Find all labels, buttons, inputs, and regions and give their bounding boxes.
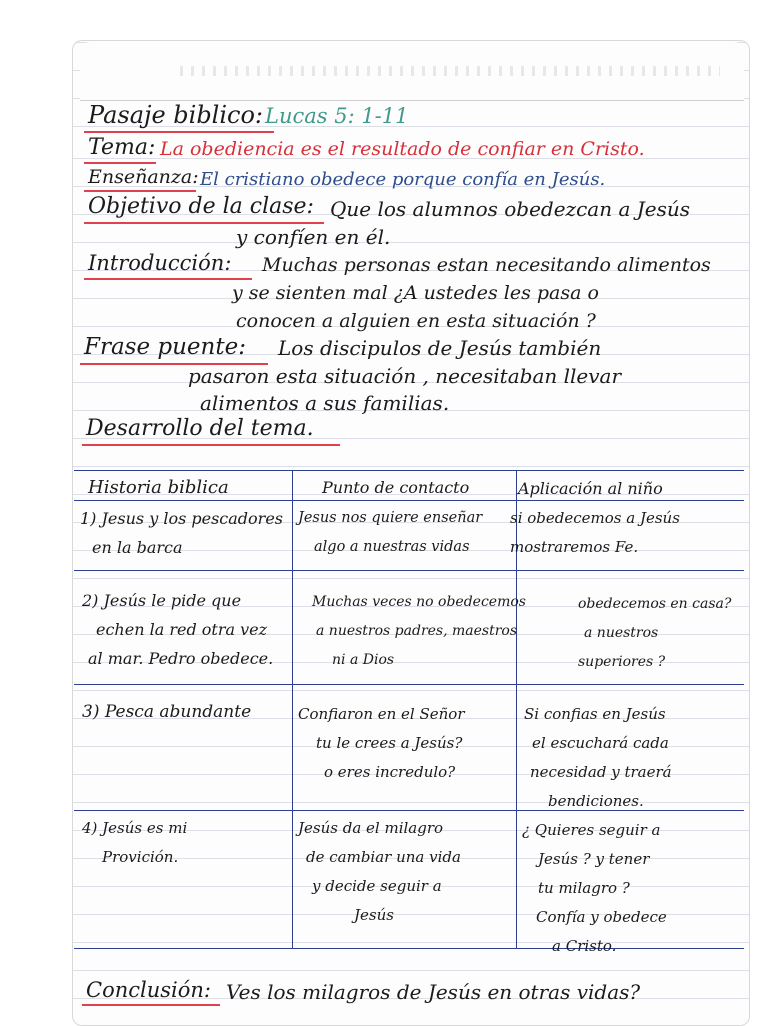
cell-line: 1) Jesus y los pescadores: [80, 509, 283, 528]
cell-line: ¿ Quieres seguir a: [522, 821, 661, 839]
cell-line: tu le crees a Jesús?: [316, 734, 463, 752]
objetivo-underline: [84, 222, 324, 224]
table-cell-historia: [82, 698, 251, 727]
table-cell-aplicacion: [524, 700, 672, 816]
cell-line: Jesús ? y tener: [538, 850, 650, 868]
cell-line: obedecemos en casa?: [578, 596, 732, 612]
intro-underline: [84, 278, 252, 280]
table-top-border: [74, 470, 744, 471]
table-cell-historia: [82, 586, 273, 673]
cell-line: el escuchará cada: [532, 734, 669, 752]
pasaje-value: Lucas 5: 1-11: [265, 104, 409, 128]
ensenanza-underline: [84, 190, 196, 192]
table-header-historia: Historia biblica: [88, 477, 229, 498]
cell-line: Jesus nos quiere enseñar: [298, 510, 483, 526]
table-cell-contacto: [298, 700, 465, 787]
table-header-contacto: Punto de contacto: [322, 478, 470, 497]
tema-label: Tema:: [88, 135, 156, 160]
table-cell-aplicacion: [522, 816, 667, 961]
conclusion-label: Conclusión:: [86, 978, 211, 1002]
desarrollo-underline: [82, 444, 340, 446]
table-header-aplicacion: Aplicación al niño: [518, 479, 663, 498]
table-cell-contacto: [312, 588, 526, 675]
cell-line: Confía y obedece: [536, 908, 667, 926]
cell-line: bendiciones.: [548, 792, 644, 810]
cell-line: mostraremos Fe.: [510, 538, 639, 556]
table-cell-contacto: [298, 504, 482, 562]
cell-line: algo a nuestras vidas: [314, 539, 470, 555]
cell-line: Confiaron en el Señor: [298, 705, 465, 723]
intro-line2: y se sienten mal ¿A ustedes les pasa o: [232, 282, 599, 304]
cell-line: al mar. Pedro obedece.: [88, 649, 274, 668]
table-row-border: [74, 684, 744, 685]
table-cell-aplicacion: [578, 590, 731, 677]
desarrollo-heading: Desarrollo del tema.: [86, 416, 314, 441]
cell-line: Jesús da el milagro: [298, 819, 444, 837]
cell-line: de cambiar una vida: [306, 848, 461, 866]
conclusion-value: Ves los milagros de Jesús en otras vidas?: [226, 980, 641, 1004]
cell-line: echen la red otra vez: [96, 620, 268, 639]
conclusion-underline: [82, 1004, 220, 1006]
cell-line: 2) Jesús le pide que: [82, 591, 242, 610]
cell-line: tu milagro ?: [538, 879, 630, 897]
frase-label: Frase puente:: [84, 334, 246, 360]
cell-line: superiores ?: [578, 654, 666, 670]
intro-label: Introducción:: [88, 251, 232, 275]
cell-line: Muchas veces no obedecemos: [312, 594, 526, 610]
objetivo-label: Objetivo de la clase:: [88, 194, 314, 219]
table-cell-historia: [80, 504, 283, 562]
intro-line1: Muchas personas estan necesitando alimentos: [262, 254, 711, 276]
cell-line: a nuestros padres, maestros: [316, 623, 518, 639]
cell-line: Provición.: [102, 848, 179, 866]
table-cell-contacto: [298, 814, 461, 930]
tema-underline: [84, 162, 156, 164]
objetivo-line2: y confíen en él.: [236, 225, 391, 249]
cell-line: Jesús: [354, 906, 394, 924]
frase-line1: Los discipulos de Jesús también: [278, 336, 602, 360]
cell-line: en la barca: [92, 538, 183, 557]
cell-line: 3) Pesca abundante: [82, 702, 252, 722]
cell-line: necesidad y traerá: [530, 763, 672, 781]
cell-line: Si confias en Jesús: [524, 705, 666, 723]
cell-line: ni a Dios: [332, 652, 395, 668]
intro-line3: conocen a alguien en esta situación ?: [236, 310, 596, 332]
table-cell-aplicacion: [510, 504, 680, 562]
cell-line: a nuestros: [584, 625, 659, 641]
table-column-divider: [292, 470, 293, 948]
frase-line3: alimentos a sus familias.: [200, 391, 450, 415]
ensenanza-value: El cristiano obedece porque confía en Jesús.: [200, 169, 606, 190]
cell-line: a Cristo.: [552, 937, 617, 955]
cell-line: o eres incredulo?: [324, 763, 456, 781]
cell-line: si obedecemos a Jesús: [510, 509, 680, 527]
pasaje-label: Pasaje biblico:: [88, 101, 264, 129]
table-row-border: [74, 570, 744, 571]
tema-value: La obediencia es el resultado de confiar en Cristo.: [160, 138, 645, 160]
table-cell-historia: [82, 814, 187, 872]
ensenanza-label: Enseñanza:: [88, 166, 199, 188]
objetivo-line1: Que los alumnos obedezcan a Jesús: [330, 197, 690, 221]
frase-line2: pasaron esta situación , necesitaban llevar: [188, 364, 622, 388]
cell-line: y decide seguir a: [312, 877, 442, 895]
faint-smudge: [180, 66, 720, 76]
pasaje-underline: [84, 131, 274, 133]
cell-line: 4) Jesús es mi: [82, 819, 188, 837]
